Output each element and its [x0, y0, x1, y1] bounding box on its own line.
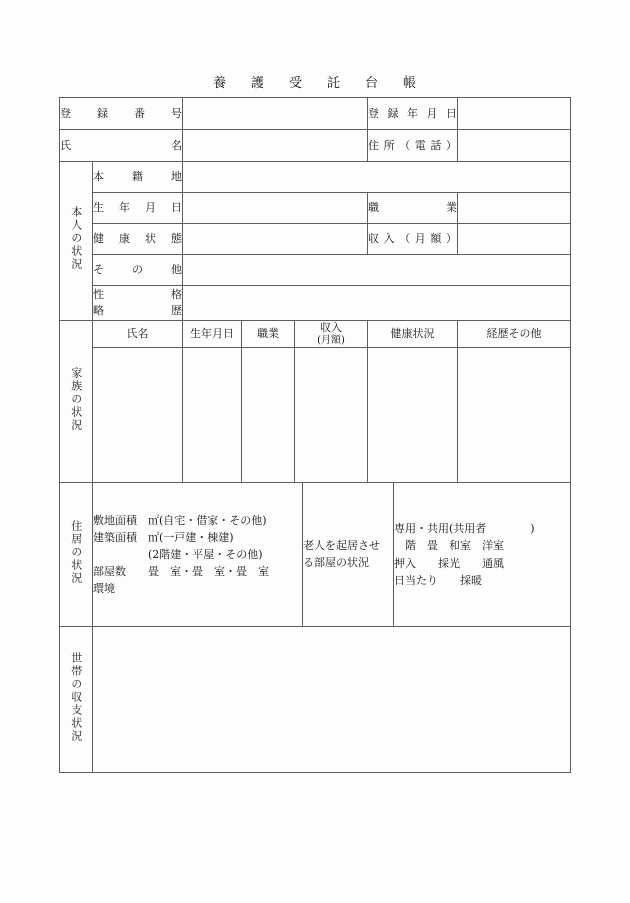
table-row-family-entry [60, 348, 571, 483]
family-column-header-health [368, 321, 458, 348]
health-value[interactable] [183, 224, 368, 255]
section-label-family-status [60, 321, 93, 483]
section-label-family-status-text: 家族の状況 [69, 366, 83, 432]
family-cell-birthdate[interactable] [183, 348, 242, 483]
income-value[interactable] [458, 224, 571, 255]
family-column-header-history [458, 321, 571, 348]
family-cell-health[interactable] [368, 348, 458, 483]
character-history-label [93, 286, 183, 321]
family-column-header-name [93, 321, 183, 348]
domicile-value[interactable] [183, 162, 571, 193]
housing-detail-line-2: 建築面積 ㎡(一戸建・棟建) [93, 530, 234, 544]
elder-room-condition-line-2: 階 畳 和室 洋室 [394, 539, 504, 553]
character-label-line2: 略歴 [93, 304, 182, 317]
table-row-other [60, 255, 571, 286]
section-label-person-status-text: 本人の状況 [69, 206, 83, 272]
other-value[interactable] [183, 255, 571, 286]
table-row-household-balance [60, 627, 571, 773]
section-label-household-balance [60, 627, 93, 773]
registration-date-label: 登録年月日 [368, 98, 458, 130]
family-cell-history[interactable] [458, 348, 571, 483]
occupation-label: 職業 [368, 193, 458, 224]
family-column-header-occupation [242, 321, 295, 348]
other-label: その他 [93, 255, 183, 286]
housing-detail-line-1: 敷地面積 ㎡(自宅・借家・その他) [93, 513, 267, 527]
family-column-header-income-sub: (月額) [317, 334, 345, 346]
housing-detail-line-3: (2階建・平屋・その他) [93, 547, 263, 561]
character-label-line1: 性格 [93, 288, 182, 302]
section-label-housing-status [60, 483, 93, 627]
table-row-family-headers [60, 321, 571, 348]
registration-number-label: 登録番号 [60, 98, 183, 130]
family-cell-occupation[interactable] [242, 348, 295, 483]
elder-room-condition-line-3: 押入 採光 通風 [394, 556, 504, 570]
family-column-header-income [295, 321, 368, 348]
table-row-name-address [60, 130, 571, 162]
registration-number-value[interactable] [183, 98, 368, 130]
elder-room-label [303, 483, 394, 627]
page-title: 養 護 受 託 台 帳 [212, 76, 422, 91]
section-label-housing-status-text: 住居の状況 [69, 519, 83, 585]
elder-room-condition-line-1: 専用・共用(共用者 ) [394, 522, 535, 536]
table-row-character-history [60, 286, 571, 321]
family-cell-name[interactable] [93, 348, 183, 483]
family-column-header-health-text: 健康状況 [390, 327, 435, 341]
income-label: 収入（月額） [368, 224, 458, 255]
elder-room-conditions[interactable] [394, 483, 571, 627]
table-row-domicile [60, 162, 571, 193]
housing-detail-line-4: 部屋数 畳 室・畳 室・畳 室 [93, 565, 269, 579]
table-row-housing-status [60, 483, 571, 627]
address-value[interactable] [458, 130, 571, 162]
family-column-header-history-text: 経歴その他 [486, 327, 542, 341]
family-column-header-birthdate-text: 生年月日 [190, 327, 234, 341]
occupation-value[interactable] [458, 193, 571, 224]
housing-details[interactable] [93, 483, 303, 627]
family-cell-income[interactable] [295, 348, 368, 483]
registry-form-table [59, 97, 571, 773]
housing-detail-line-5: 環境 [93, 582, 115, 596]
table-row-birthdate-occupation [60, 193, 571, 224]
elder-room-label-line2: る部屋の状況 [303, 555, 369, 569]
section-label-person-status [60, 162, 93, 321]
birthdate-label: 生年月日 [93, 193, 183, 224]
table-row-health-income [60, 224, 571, 255]
family-column-header-income-text: 収入 [320, 321, 342, 335]
family-column-header-occupation-text: 職業 [257, 327, 279, 341]
character-history-value[interactable] [183, 286, 571, 321]
registration-date-value[interactable] [458, 98, 571, 130]
family-column-header-birthdate [183, 321, 242, 348]
health-label: 健康状態 [93, 224, 183, 255]
elder-room-label-line1: 老人を起居させ [303, 539, 380, 552]
domicile-label: 本籍地 [93, 162, 183, 193]
table-row-registration-number [60, 98, 571, 130]
household-balance-value[interactable] [93, 627, 571, 773]
address-label: 住所（電話） [368, 130, 458, 162]
elder-room-condition-line-4: 日当たり 採暖 [394, 573, 482, 587]
family-column-header-name-text: 氏名 [126, 327, 149, 341]
name-label: 氏名 [60, 130, 183, 162]
birthdate-value[interactable] [183, 193, 368, 224]
name-value[interactable] [183, 130, 368, 162]
section-label-household-balance-text: 世帯の収支状況 [69, 651, 83, 743]
